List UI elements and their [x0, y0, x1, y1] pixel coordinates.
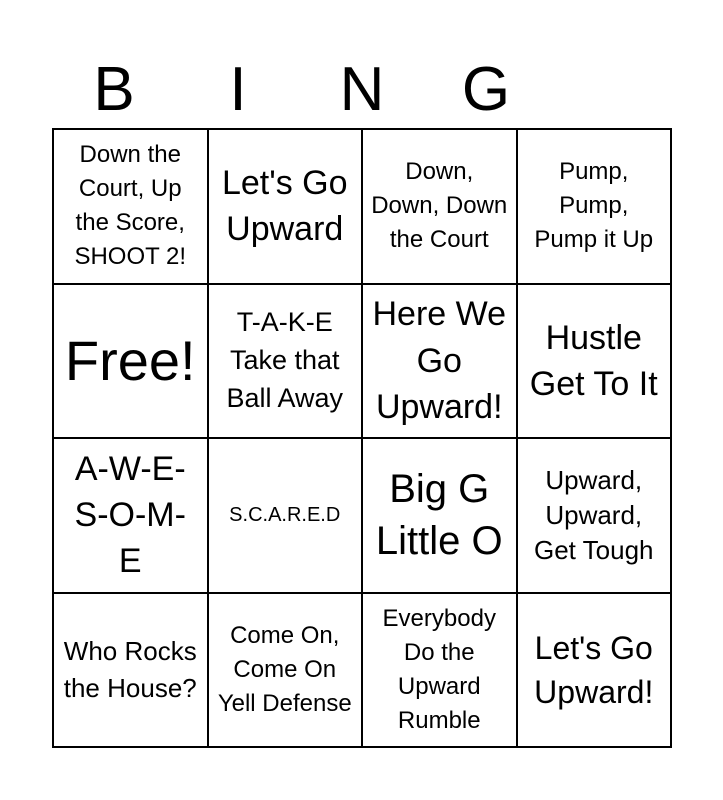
bingo-cell[interactable] — [517, 438, 672, 593]
bingo-cell[interactable] — [362, 284, 517, 439]
cell-text: S.C.A.R.E.D — [229, 504, 341, 527]
cell-text: A-W-E-S-O-M-E — [74, 449, 186, 581]
bingo-cell[interactable] — [362, 129, 517, 284]
bingo-cell[interactable] — [208, 593, 363, 748]
cell-text: Let's Go Upward! — [534, 629, 654, 710]
cell-text: Hustle Get To It — [529, 318, 658, 403]
cell-text: Come On, Come On Yell Defense — [217, 621, 352, 717]
bingo-cell[interactable] — [362, 438, 517, 593]
bingo-cell[interactable] — [53, 438, 208, 593]
bingo-cell[interactable] — [208, 284, 363, 439]
header-letter-b: B — [93, 55, 135, 124]
bingo-cell[interactable] — [208, 438, 363, 593]
cell-text: Down, Down, Down the Court — [371, 158, 508, 254]
bingo-cell[interactable] — [517, 129, 672, 284]
cell-text: Big G Little O — [375, 467, 503, 564]
bingo-cell[interactable] — [362, 593, 517, 748]
bingo-cell[interactable] — [517, 284, 672, 439]
cell-text: Down the Court, Up the Score, SHOOT 2! — [74, 141, 187, 271]
free-space-cell[interactable] — [53, 284, 208, 439]
cell-text: Who Rocks the House? — [63, 636, 197, 703]
bingo-cell[interactable] — [53, 129, 208, 284]
bingo-cell[interactable] — [517, 593, 672, 748]
cell-text: Here We Go Upward! — [372, 295, 507, 426]
cell-text: Everybody Do the Upward Rumble — [382, 604, 496, 734]
cell-text: Upward, Upward, Get Tough — [533, 464, 654, 565]
cell-text: Pump, Pump, Pump it Up — [534, 158, 654, 254]
header-letter-g: G — [461, 55, 511, 124]
header-letter-i: I — [229, 55, 247, 124]
cell-text: T-A-K-E Take that Ball Away — [226, 307, 344, 413]
bingo-cell[interactable] — [208, 129, 363, 284]
cell-text: Free! — [64, 328, 196, 392]
header-letter-n: N — [339, 55, 385, 124]
cell-text: Let's Go Upward — [221, 164, 348, 249]
bingo-board — [52, 128, 672, 748]
bingo-header — [52, 52, 672, 128]
bingo-cell[interactable] — [53, 593, 208, 748]
